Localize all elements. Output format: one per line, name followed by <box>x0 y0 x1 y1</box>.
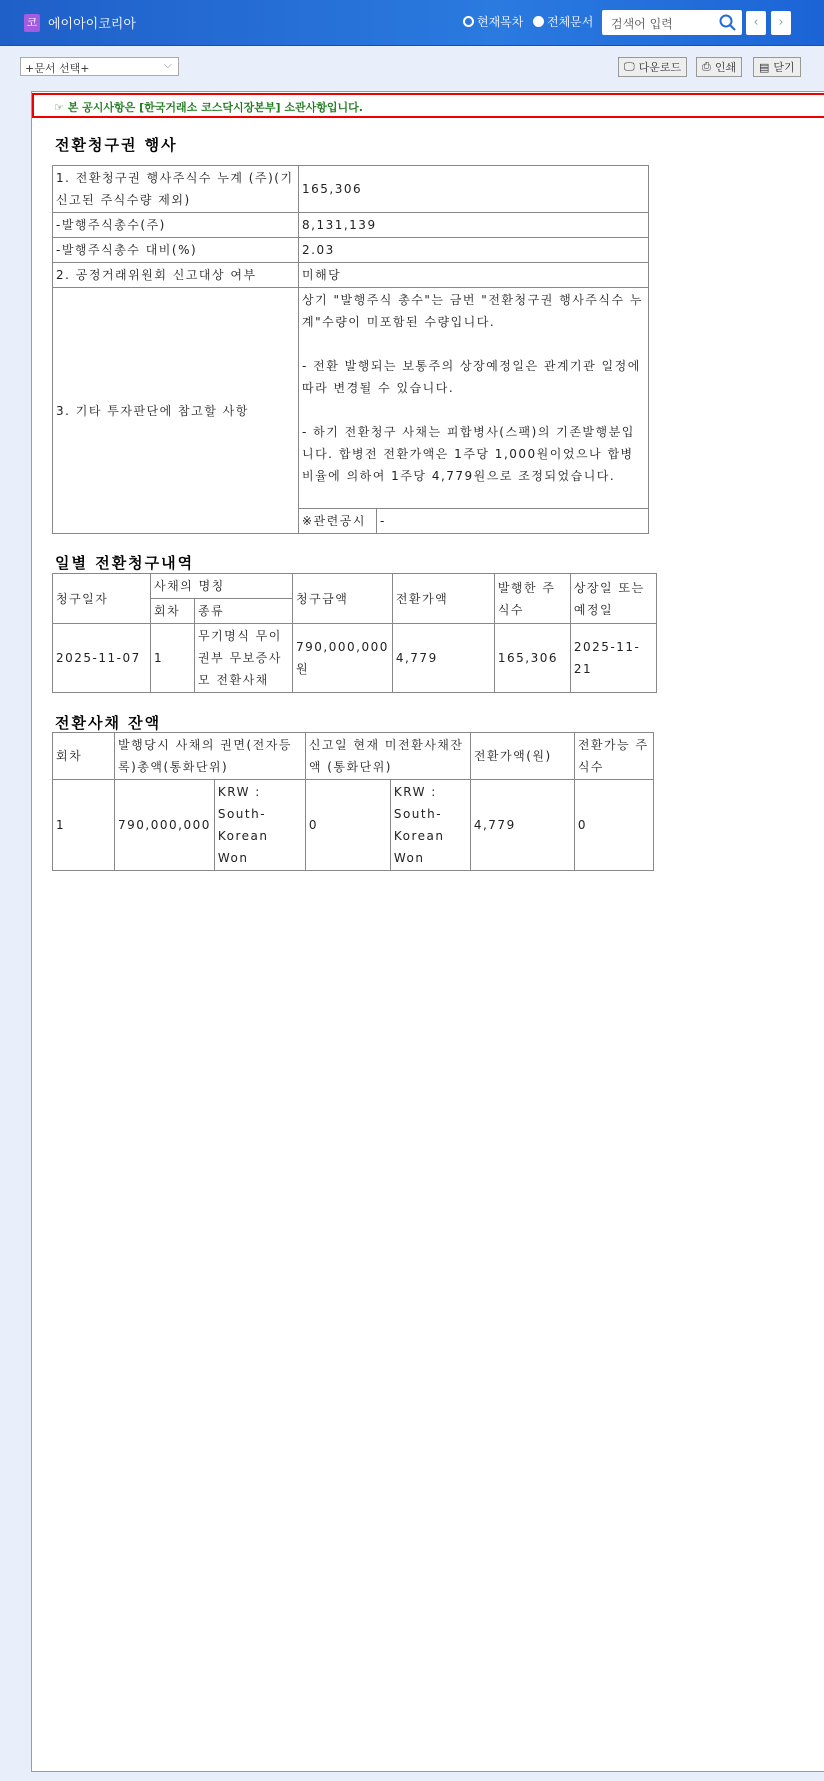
row-value: 8,131,139 <box>299 213 649 238</box>
row-label: 3. 기타 투자판단에 참고할 사항 <box>53 288 299 534</box>
header-cell: 전환가액 <box>392 574 494 624</box>
print-label: 인쇄 <box>714 61 737 74</box>
daily-conversion-table <box>52 573 657 693</box>
note-paragraph: - 전환 발행되는 보통주의 상장예정일은 관계기관 일정에 따라 변경될 수 있습니다. <box>302 359 641 395</box>
note-paragraph: 상기 "발행주식 총수"는 금번 "전환청구권 행사주식수 누계"수량이 미포함된 수량입니다. <box>302 293 643 329</box>
close-button[interactable] <box>753 57 801 77</box>
cell: 4,779 <box>470 780 574 871</box>
jurisdiction-notice: ☞ 본 공시사항은 [한국거래소 코스닥시장본부] 소관사항입니다. <box>32 93 824 118</box>
print-button[interactable] <box>696 57 742 77</box>
download-button[interactable] <box>618 57 687 77</box>
header-cell: 사채의 명칭 <box>151 574 293 599</box>
bond-balance-table <box>52 732 654 871</box>
header-cell: 신고일 현재 미전환사채잔액 (통화단위) <box>305 733 470 780</box>
row-label: -발행주식총수 대비(%) <box>53 238 299 263</box>
header-cell: 종류 <box>195 599 293 624</box>
header-cell: 전환가능 주식수 <box>574 733 653 780</box>
document-select[interactable] <box>20 57 179 76</box>
row-label: 1. 전환청구권 행사주식수 누계 (주)(기 신고된 주식수량 제외) <box>53 166 299 213</box>
radio-icon <box>463 16 474 27</box>
header-cell: 상장일 또는 예정일 <box>570 574 656 624</box>
related-label: ※관련공시 <box>299 509 377 534</box>
chevron-down-icon: ⌵ <box>163 58 172 71</box>
table-row <box>53 624 657 693</box>
header-cell: 청구금액 <box>293 574 393 624</box>
document-icon: ▤ <box>759 60 770 74</box>
header-cell: 청구일자 <box>53 574 151 624</box>
monitor-icon: 🖵 <box>624 60 635 73</box>
cell: 0 <box>574 780 653 871</box>
close-label: 닫기 <box>773 61 795 74</box>
cell: KRW : South-Korean Won <box>214 780 305 871</box>
search-icon[interactable] <box>719 14 736 31</box>
cell: 무기명식 무이권부 무보증사모 전환사채 <box>195 624 293 693</box>
conversion-exercise-table <box>52 165 649 534</box>
app-name: 에이아이코리아 <box>48 17 136 32</box>
download-label: 다운로드 <box>638 61 682 74</box>
prev-button[interactable]: ‹ <box>746 11 766 35</box>
cell: 1 <box>151 624 195 693</box>
note-paragraph: - 하기 전환청구 사채는 피합병사(스팩)의 기존발행분입니다. 합병전 전환가액은 1주당 1,000원이었으나 합병비율에 의하여 1주당 4,779원으로 조정되었습니다. <box>302 425 635 483</box>
cell: 790,000,000원 <box>293 624 393 693</box>
cell: 2025-11-07 <box>53 624 151 693</box>
search-input[interactable] <box>602 10 742 35</box>
cell: KRW : South-Korean Won <box>390 780 470 871</box>
cell: 165,306 <box>494 624 570 693</box>
document-select-value: +문서 선택+ <box>25 62 90 75</box>
document-frame <box>31 91 824 1772</box>
header-cell: 전환가액(원) <box>470 733 574 780</box>
table-row <box>53 780 654 871</box>
cell: 0 <box>305 780 390 871</box>
radio-all-docs[interactable] <box>533 13 593 30</box>
app-logo-icon: 코 <box>24 14 40 32</box>
printer-icon: ⎙ <box>702 60 711 73</box>
next-button[interactable]: › <box>771 11 791 35</box>
header-cell: 회차 <box>151 599 195 624</box>
header-cell: 회차 <box>53 733 115 780</box>
row-label: 2. 공정거래위원회 신고대상 여부 <box>53 263 299 288</box>
cell: 2025-11-21 <box>570 624 656 693</box>
section-title: 일별 전환청구내역 <box>55 554 195 572</box>
radio-label: 현재목차 <box>477 15 524 29</box>
row-label: -발행주식총수(주) <box>53 213 299 238</box>
related-value: - <box>377 509 649 534</box>
row-value: 미해당 <box>299 263 649 288</box>
section-title: 전환사채 잔액 <box>55 714 162 732</box>
radio-current-toc[interactable] <box>463 13 523 30</box>
row-value: 165,306 <box>299 166 649 213</box>
cell: 1 <box>53 780 115 871</box>
cell: 790,000,000 <box>115 780 215 871</box>
header-cell: 발행한 주식수 <box>494 574 570 624</box>
app-header <box>0 0 824 46</box>
radio-label: 전체문서 <box>547 15 594 29</box>
search-placeholder: 검색어 입력 <box>611 17 673 31</box>
header-cell: 발행당시 사채의 권면(전자등록)총액(통화단위) <box>115 733 306 780</box>
section-title: 전환청구권 행사 <box>55 136 178 154</box>
cell: 4,779 <box>392 624 494 693</box>
row-value: 2.03 <box>299 238 649 263</box>
radio-icon <box>533 16 544 27</box>
other-notes <box>299 288 649 509</box>
